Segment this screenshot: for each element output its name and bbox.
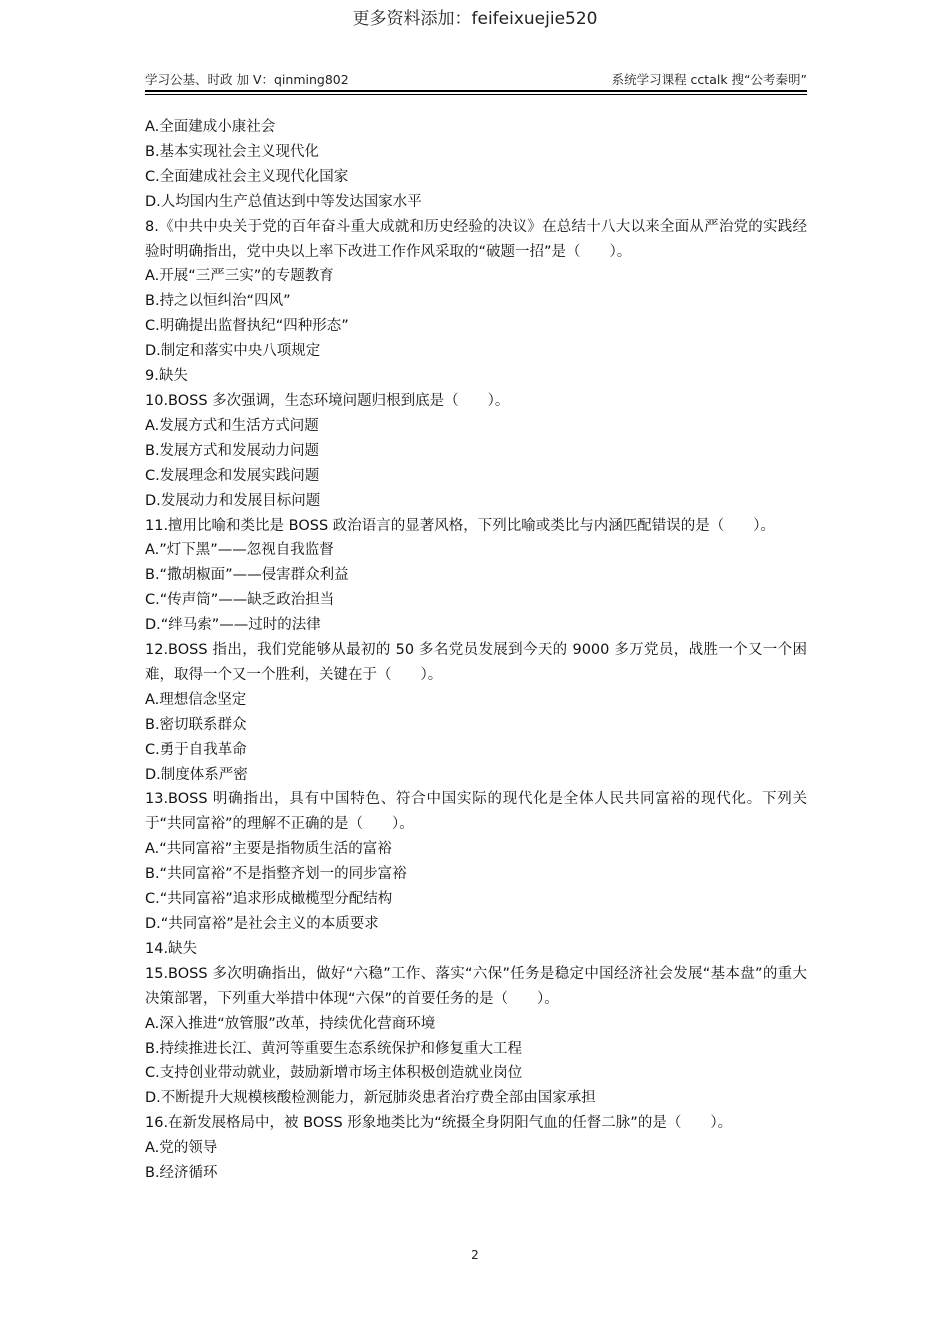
text-line: A.深入推进“放管服”改革，持续优化营商环境: [145, 1015, 436, 1032]
text-line: D.“绊马索”——过时的法律: [145, 617, 321, 634]
question-9: 9.缺失: [145, 368, 188, 385]
text-line: B.基本实现社会主义现代化: [145, 143, 320, 160]
header-rule-thick: [145, 90, 807, 92]
question-11: 11.擅用比喻和类比是 BOSS 政治语言的显著风格，下列比喻或类比与内涵匹配错误的是（ ）。: [145, 517, 776, 534]
question-10: 10.BOSS 多次强调，生态环境问题归根到底是（ ）。: [145, 392, 510, 409]
watermark-text: 更多资料添加：feifeixuejie520: [352, 9, 598, 29]
question-12: 12.BOSS 指出，我们党能够从最初的 50 多名党员发展到今天的 9000 多万党员，战胜一个又一个困难，取得一个又一个胜利，关键在于（ ）。: [145, 642, 807, 683]
text-line: A.开展“三严三实”的专题教育: [145, 268, 334, 285]
page-header: [145, 70, 807, 90]
text-line: B.持续推进长江、黄河等重要生态系统保护和修复重大工程: [145, 1040, 523, 1057]
text-line: C.发展理念和发展实践问题: [145, 467, 320, 484]
header-right-text: 系统学习课程 cctalk 搜“公考秦明”: [611, 72, 807, 87]
text-line: D.制定和落实中央八项规定: [145, 343, 321, 360]
question-8: 8.《中共中央关于党的百年奋斗重大成就和历史经验的决议》在总结十八大以来全面从严治党的实践经验时明确指出，党中央以上率下改进工作作风采取的“破题一招”是（ ）。: [145, 218, 807, 260]
text-line: C.明确提出监督执纪“四种形态”: [145, 318, 349, 335]
text-line: B.持之以恒纠治“四风”: [145, 293, 291, 310]
text-line: B.发展方式和发展动力问题: [145, 442, 320, 459]
header-left-text: 学习公基、时政 加 V：qinming802: [145, 72, 349, 87]
text-line: D.制度体系严密: [145, 766, 248, 783]
question-13: 13.BOSS 明确指出，具有中国特色、符合中国实际的现代化是全体人民共同富裕的现代化。下列关于“共同富裕”的理解不正确的是（ ）。: [145, 791, 807, 833]
text-line: D.发展动力和发展目标问题: [145, 492, 321, 509]
text-line: A.发展方式和生活方式问题: [145, 417, 319, 434]
text-line: C.全面建成社会主义现代化国家: [145, 168, 349, 185]
question-16: 16.在新发展格局中，被 BOSS 形象地类比为“统摄全身阴阳气血的任督二脉”的是（ ）。: [145, 1115, 733, 1132]
page-number: 2: [471, 1248, 479, 1262]
text-line: A.党的领导: [145, 1140, 218, 1157]
text-line: D.不断提升大规模核酸检测能力，新冠肺炎患者治疗费全部由国家承担: [145, 1090, 596, 1107]
text-line: C.支持创业带动就业，鼓励新增市场主体积极创造就业岗位: [145, 1065, 523, 1082]
text-line: C.“传声筒”——缺乏政治担当: [145, 592, 335, 609]
question-15: 15.BOSS 多次明确指出，做好“六稳”工作、落实“六保”任务是稳定中国经济社会发展“基本盘”的重大决策部署，下列重大举措中体现“六保”的首要任务的是（ ）。: [145, 965, 807, 1007]
text-line: A.理想信念坚定: [145, 691, 247, 708]
text-line: B.“共同富裕”不是指整齐划一的同步富裕: [145, 866, 407, 883]
text-line: B.密切联系群众: [145, 716, 247, 733]
text-line: D.“共同富裕”是社会主义的本质要求: [145, 916, 379, 932]
header-rule-thin: [145, 94, 807, 95]
text-line: A.全面建成小康社会: [145, 119, 276, 135]
text-line: A.“共同富裕”主要是指物质生活的富裕: [145, 841, 392, 858]
document-body: [145, 115, 807, 1186]
text-line: D.人均国内生产总值达到中等发达国家水平: [145, 193, 422, 210]
text-line: B.经济循环: [145, 1165, 218, 1182]
text-line: C.勇于自我革命: [145, 741, 247, 758]
text-line: A.”灯下黑”——忽视自我监督: [145, 542, 334, 559]
text-line: B.“撒胡椒面”——侵害群众利益: [145, 567, 349, 584]
text-line: C.“共同富裕”追求形成橄榄型分配结构: [145, 891, 393, 908]
question-14: 14.缺失: [145, 940, 198, 957]
